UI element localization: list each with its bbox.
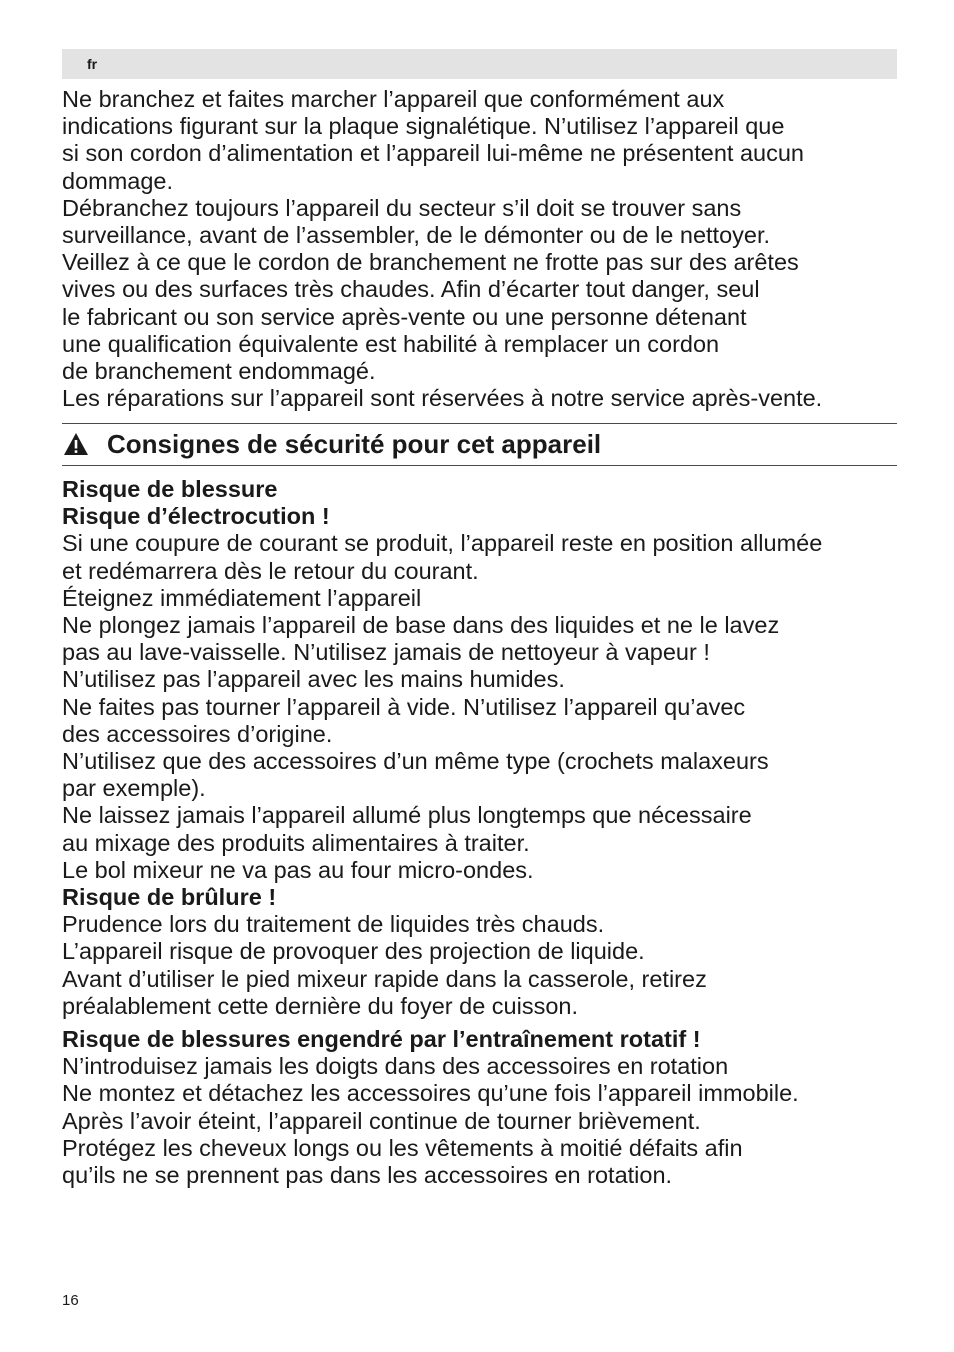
paragraph: L’appareil risque de provoquer des projection de liquide. <box>62 938 645 965</box>
paragraph: Ne plongez jamais l’appareil de base dans des liquides et ne le lavez pas au lave-vaisselle. N’utilisez jamais de nettoyeur à vapeur ! <box>62 612 780 666</box>
paragraph: Les réparations sur l’appareil sont réservées à notre service après-vente. <box>62 385 823 412</box>
section-heading <box>62 427 601 461</box>
paragraph: Le bol mixeur ne va pas au four micro-ondes. <box>62 856 534 883</box>
paragraph: Après l’avoir éteint, l’appareil continue de tourner brièvement. <box>62 1107 701 1134</box>
subheading: Risque de brûlure ! <box>62 884 277 911</box>
subheading: Risque d’électrocution ! <box>62 503 330 530</box>
paragraph: Si une coupure de courant se produit, l’appareil reste en position allumée et redémarrera dès le retour du courant. <box>62 530 823 584</box>
paragraph: Prudence lors du traitement de liquides très chauds. <box>62 911 605 938</box>
subheading: Risque de blessures engendré par l’entraînement rotatif ! <box>62 1026 701 1053</box>
language-label: fr <box>87 56 98 72</box>
paragraph: Débranchez toujours l’appareil du secteur s’il doit se trouver sans surveillance, avant de l’assembler, de le démonter ou de le nettoyer. <box>62 194 771 249</box>
paragraph: Protégez les cheveux longs ou les vêtements à moitié défaits afin qu’ils ne se prennent pas dans les accessoires en rotation. <box>62 1134 743 1189</box>
paragraph: N’utilisez pas l’appareil avec les mains humides. <box>62 666 565 693</box>
language-header-bar <box>62 49 897 79</box>
safety-instructions <box>62 476 902 1189</box>
section-rule-top <box>62 423 897 424</box>
paragraph: Ne montez et détachez les accessoires qu’une fois l’appareil immobile. <box>62 1080 799 1107</box>
paragraph: Éteignez immédiatement l’appareil <box>62 584 422 611</box>
paragraph: N’utilisez que des accessoires d’un même type (crochets malaxeurs par exemple). <box>62 748 769 802</box>
section-rule-bottom <box>62 465 897 466</box>
paragraph: Avant d’utiliser le pied mixeur rapide dans la casserole, retirez préalablement cette dernière du foyer de cuisson. <box>62 965 707 1019</box>
paragraph: Ne laissez jamais l’appareil allumé plus longtemps que nécessaire au mixage des produits alimentaires à traiter. <box>62 802 752 856</box>
warning-triangle-icon <box>62 431 90 457</box>
section-title: Consignes de sécurité pour cet appareil <box>107 428 602 459</box>
paragraph: Ne branchez et faites marcher l’appareil que conformément aux indications figurant sur la plaque signalétique. N’utilisez l’appareil que si son cordon d’alimentation et l’appareil lui-même ne présentent aucun dommage. <box>62 86 804 194</box>
paragraph: N’introduisez jamais les doigts dans des accessoires en rotation <box>62 1053 729 1080</box>
intro-text <box>62 86 902 412</box>
subheading: Risque de blessure <box>62 476 278 502</box>
page-number: 16 <box>62 1292 79 1309</box>
paragraph: Veillez à ce que le cordon de branchement ne frotte pas sur des arêtes vives ou des surfaces très chaudes. Afin d’écarter tout danger, seul le fabricant ou son service après-vente ou une personne détenant une qualification équivalente est habilité à remplacer un cordon de branchement endommagé. <box>62 249 799 385</box>
paragraph: Ne faites pas tourner l’appareil à vide. N’utilisez l’appareil qu’avec des accessoires d’origine. <box>62 693 746 747</box>
